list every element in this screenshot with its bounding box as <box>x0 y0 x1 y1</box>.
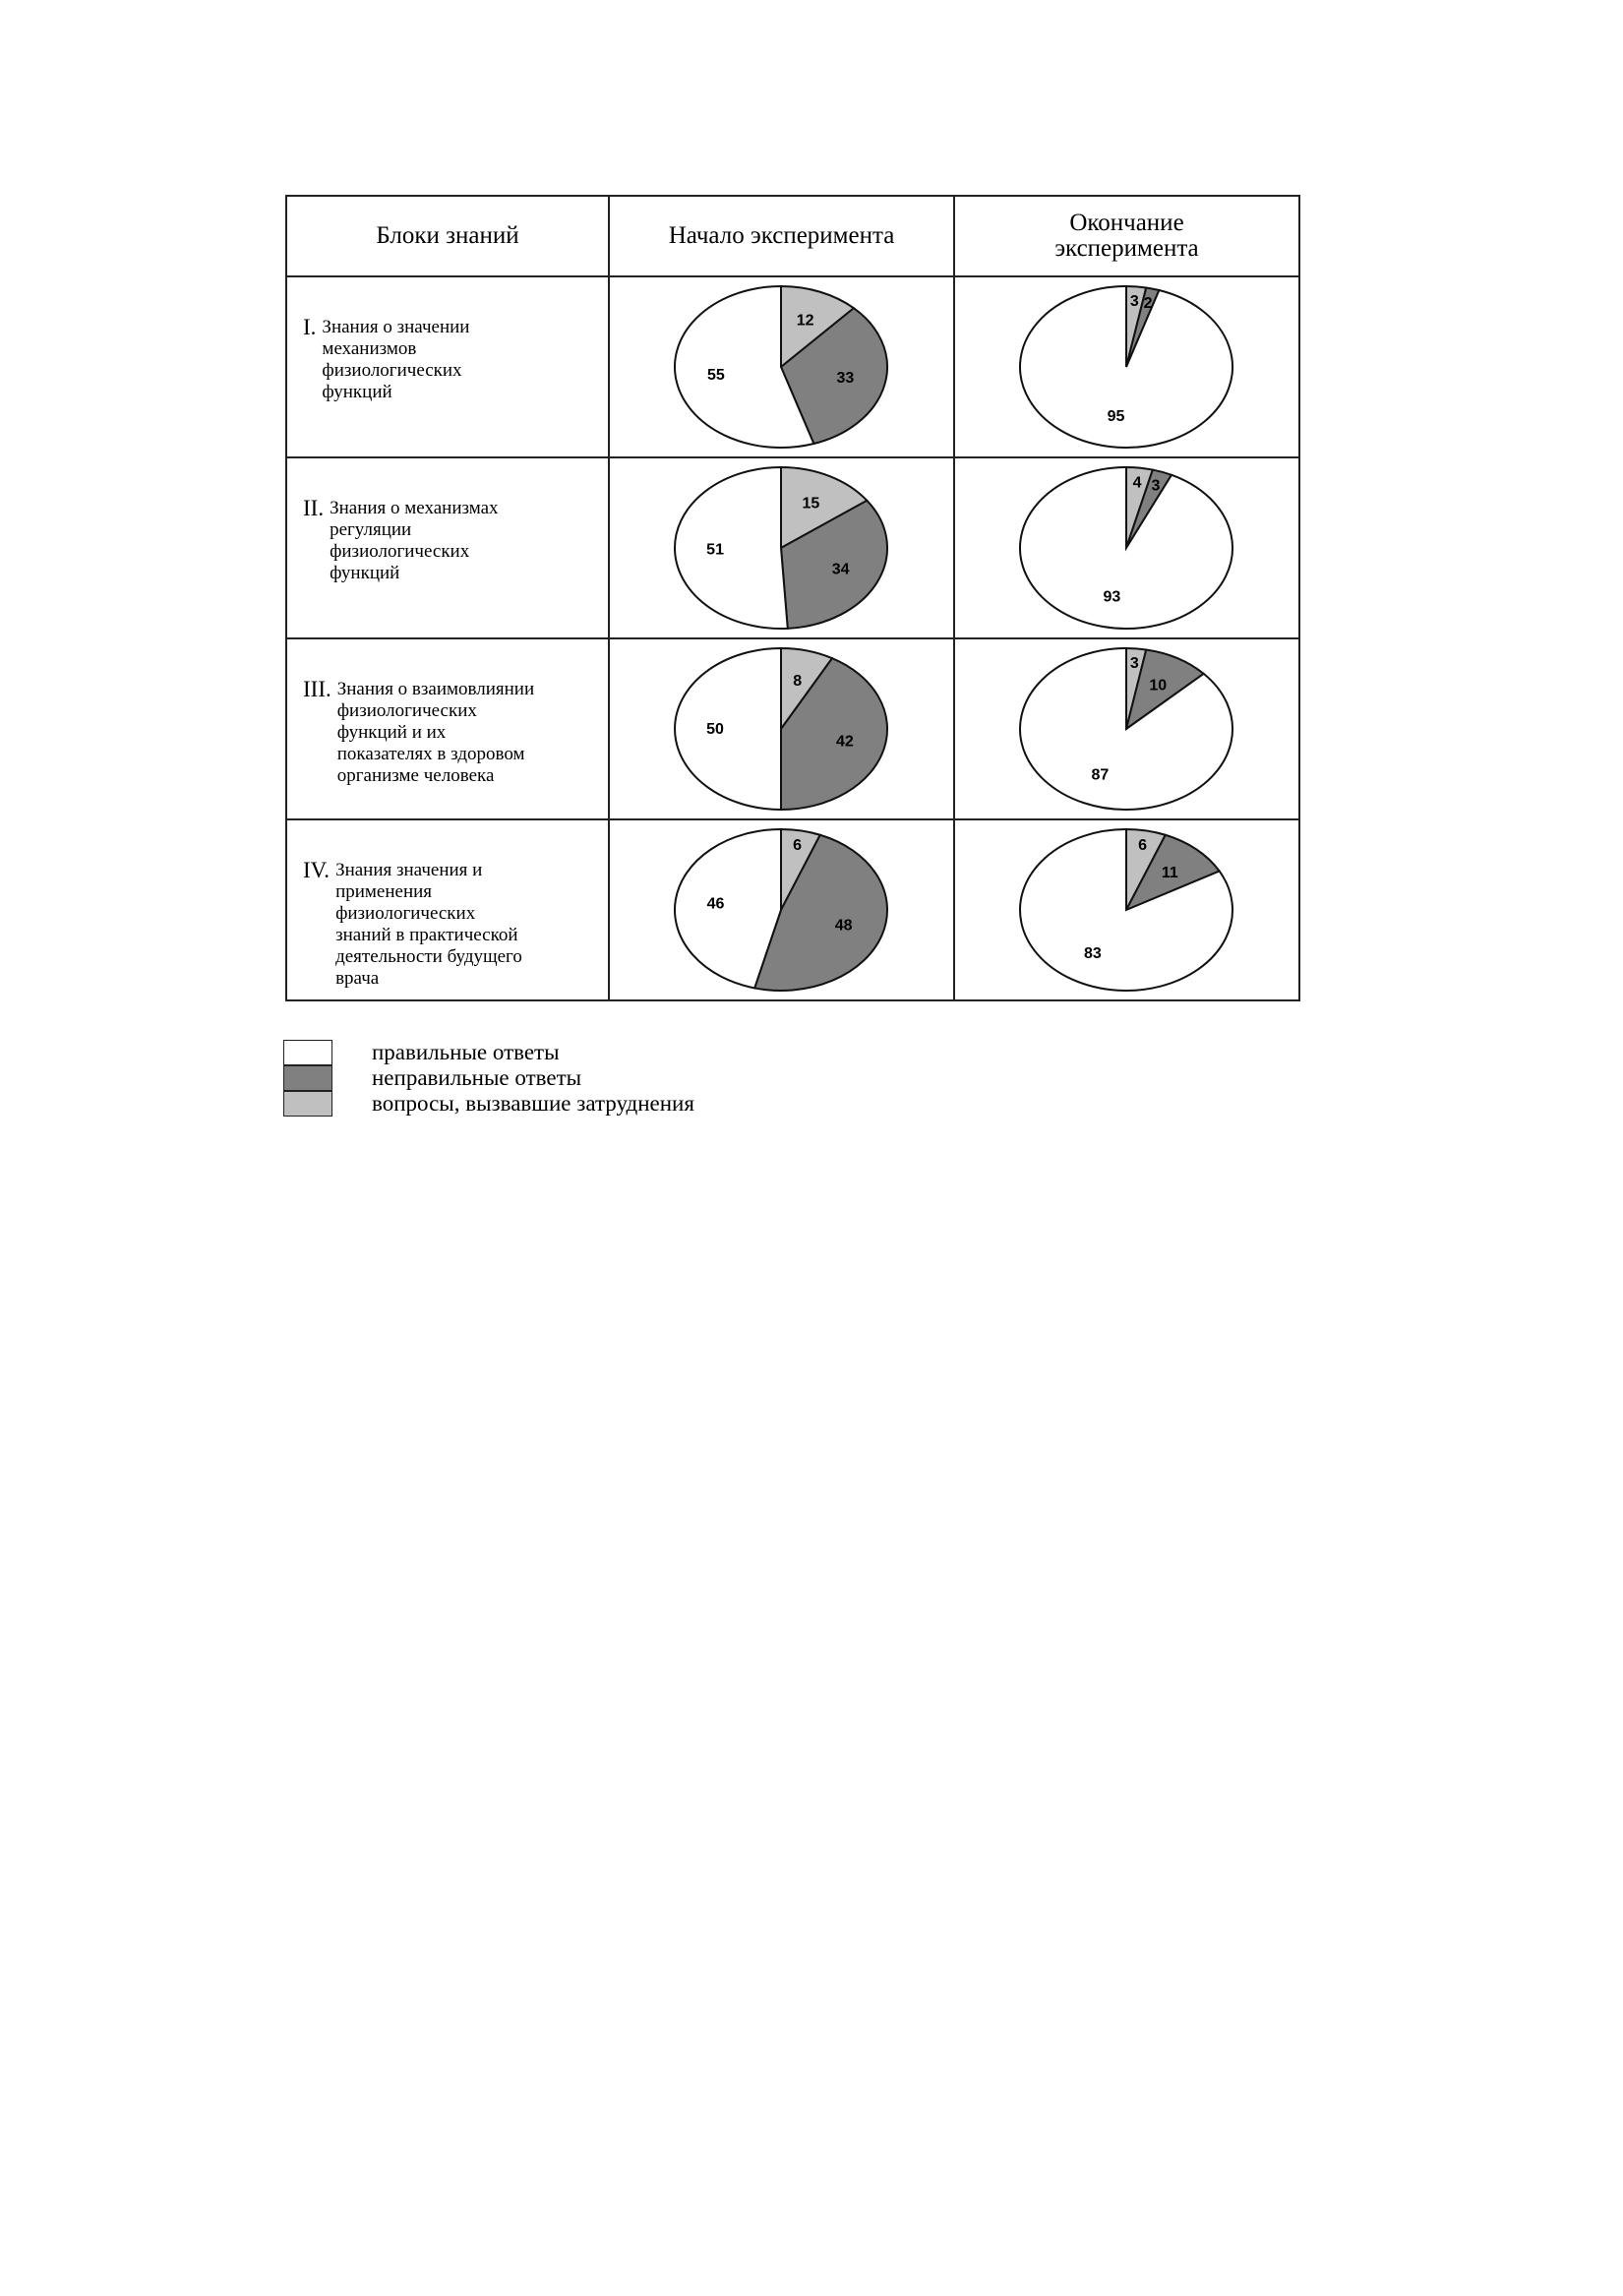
pie-cell <box>609 638 954 819</box>
header-end: Окончание эксперимента <box>954 196 1299 276</box>
pie-label-difficult: 12 <box>796 312 814 330</box>
block-cell <box>286 819 609 1000</box>
pie-chart <box>610 458 953 637</box>
pie-label-correct: 87 <box>1091 766 1110 784</box>
table-row <box>286 819 1299 1000</box>
legend-swatch <box>283 1091 332 1117</box>
table-row <box>286 276 1299 457</box>
results-table <box>285 195 1300 1001</box>
block-title: Знания значения и применения физиологических знаний в практической деятельности будущего врача <box>335 860 522 989</box>
block-number: IV. <box>303 858 331 882</box>
pie-cell <box>954 819 1299 1000</box>
pie-slice-correct <box>675 467 788 629</box>
block-title: Знания о значении механизмов физиологических функций <box>322 317 470 402</box>
pie-label-incorrect: 48 <box>834 917 853 935</box>
pie-chart <box>955 458 1298 637</box>
header-row <box>286 196 1299 276</box>
block-number: II. <box>303 496 325 520</box>
pie-label-difficult: 3 <box>1129 293 1139 311</box>
pie-chart <box>955 820 1298 999</box>
legend-swatch <box>283 1040 332 1065</box>
pie-label-correct: 51 <box>706 541 724 559</box>
pie-slice-correct <box>675 648 781 810</box>
block-number: III. <box>303 677 331 701</box>
header-start: Начало эксперимента <box>609 196 954 276</box>
pie-chart <box>610 820 953 999</box>
pie-cell <box>609 457 954 638</box>
pie-cell <box>609 276 954 457</box>
block-title: Знания о взаимовлиянии физиологических функций и их показателях в здоровом организме человека <box>336 679 535 786</box>
pie-slice-correct <box>1020 286 1232 448</box>
pie-label-incorrect: 2 <box>1143 294 1153 312</box>
pie-label-difficult: 6 <box>1138 836 1148 854</box>
legend-label: правильные ответы <box>372 1040 560 1064</box>
pie-label-difficult: 6 <box>793 836 803 854</box>
block-number: I. <box>303 315 317 339</box>
pie-label-incorrect: 34 <box>831 561 850 578</box>
block-cell <box>286 638 609 819</box>
pie-label-correct: 95 <box>1107 408 1125 426</box>
pie-chart <box>955 639 1298 818</box>
legend-label: неправильные ответы <box>372 1065 582 1090</box>
pie-label-correct: 55 <box>706 366 725 384</box>
pie-label-incorrect: 42 <box>835 733 854 751</box>
pie-label-incorrect: 3 <box>1151 477 1161 495</box>
pie-label-correct: 93 <box>1103 588 1121 606</box>
pie-slice-correct <box>1020 467 1232 629</box>
pie-label-difficult: 3 <box>1129 655 1139 673</box>
pie-label-difficult: 8 <box>793 672 803 690</box>
pie-label-difficult: 4 <box>1132 474 1142 492</box>
pie-cell <box>609 819 954 1000</box>
pie-chart <box>610 277 953 456</box>
block-cell <box>286 276 609 457</box>
pie-cell <box>954 457 1299 638</box>
pie-label-correct: 46 <box>706 895 725 913</box>
pie-label-incorrect: 33 <box>836 370 855 388</box>
pie-label-correct: 83 <box>1084 944 1102 962</box>
pie-cell <box>954 638 1299 819</box>
pie-label-difficult: 15 <box>802 495 820 513</box>
table-row <box>286 457 1299 638</box>
block-title: Знания о механизмах регуляции физиологических функций <box>330 498 499 583</box>
header-blocks: Блоки знаний <box>286 196 609 276</box>
pie-label-incorrect: 11 <box>1161 864 1178 881</box>
pie-chart <box>610 639 953 818</box>
legend-swatch <box>283 1065 332 1091</box>
legend-label: вопросы, вызвавшие затруднения <box>372 1091 694 1116</box>
pie-chart <box>955 277 1298 456</box>
pie-label-correct: 50 <box>706 721 724 738</box>
block-cell <box>286 457 609 638</box>
pie-cell <box>954 276 1299 457</box>
pie-label-incorrect: 10 <box>1149 677 1168 695</box>
table-row <box>286 638 1299 819</box>
